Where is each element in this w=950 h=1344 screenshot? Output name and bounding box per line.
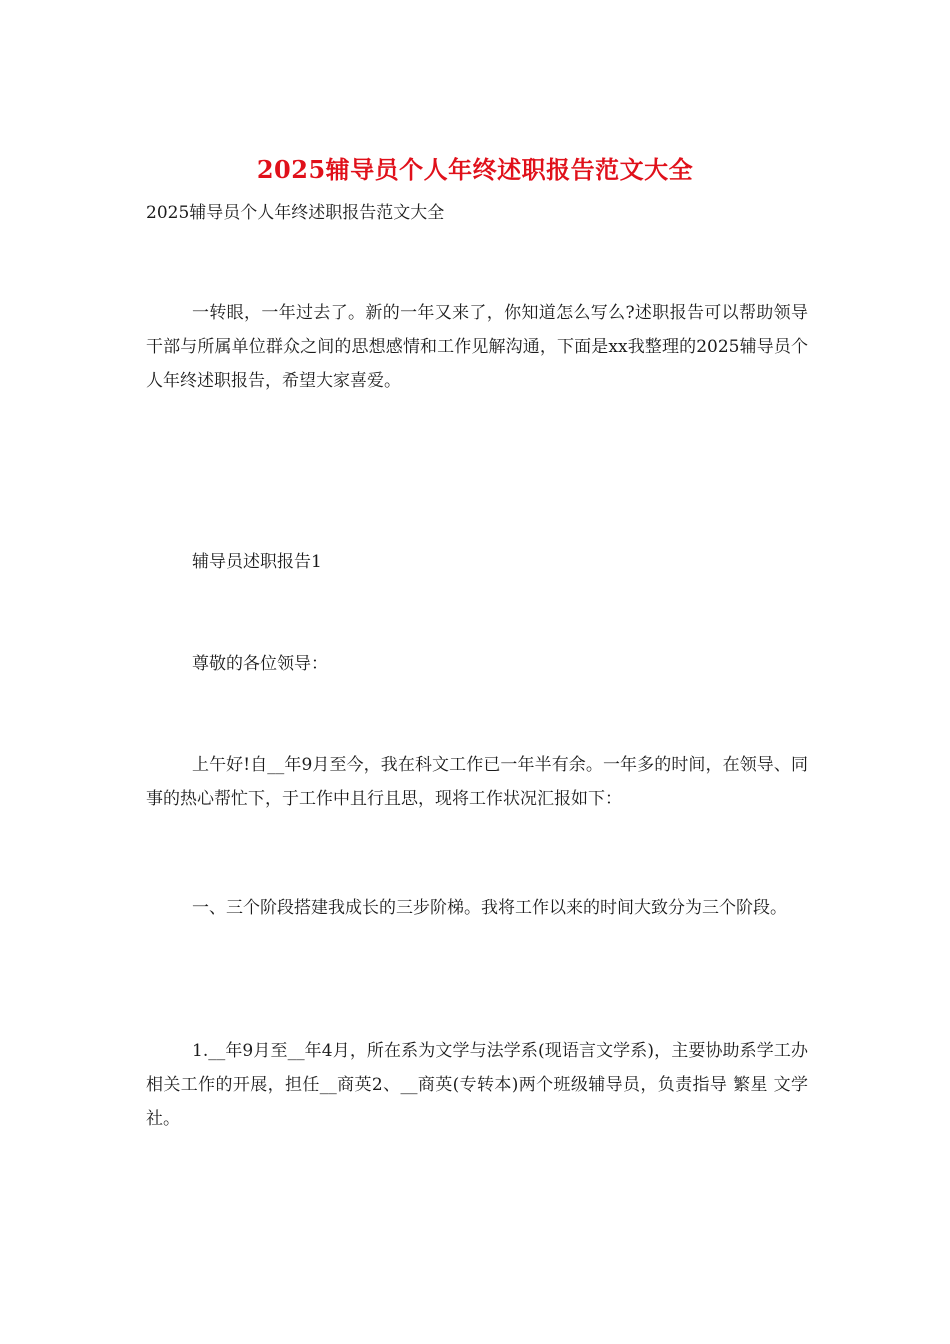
section-one-paragraph: 一、三个阶段搭建我成长的三步阶梯。我将工作以来的时间大致分为三个阶段。: [192, 898, 787, 918]
report-heading: 辅导员述职报告1: [192, 552, 322, 572]
intro-paragraph: 一转眼，一年过去了。新的一年又来了，你知道怎么写么?述职报告可以帮助领导干部与所属单位群众之间的思想感情和工作见解沟通，下面是xx我整理的2025辅导员个人年终述职报告，希望大家喜爱。: [146, 303, 808, 391]
opening-paragraph: 上午好!自__年9月至今，我在科文工作已一年半有余。一年多的时间，在领导、同事的热心帮忙下，于工作中且行且思，现将工作状况汇报如下：: [146, 755, 808, 809]
document-subtitle: 2025辅导员个人年终述职报告范文大全: [146, 203, 445, 223]
item-one-paragraph: 1.__年9月至__年4月，所在系为文学与法学系(现语言文学系)，主要协助系学工办相关工作的开展，担任__商英2、__商英(专转本)两个班级辅导员，负责指导 繁星 文学社。: [146, 1041, 808, 1129]
document-title: 2025辅导员个人年终述职报告范文大全: [256, 155, 694, 184]
greeting-paragraph: 尊敬的各位领导：: [192, 654, 328, 674]
